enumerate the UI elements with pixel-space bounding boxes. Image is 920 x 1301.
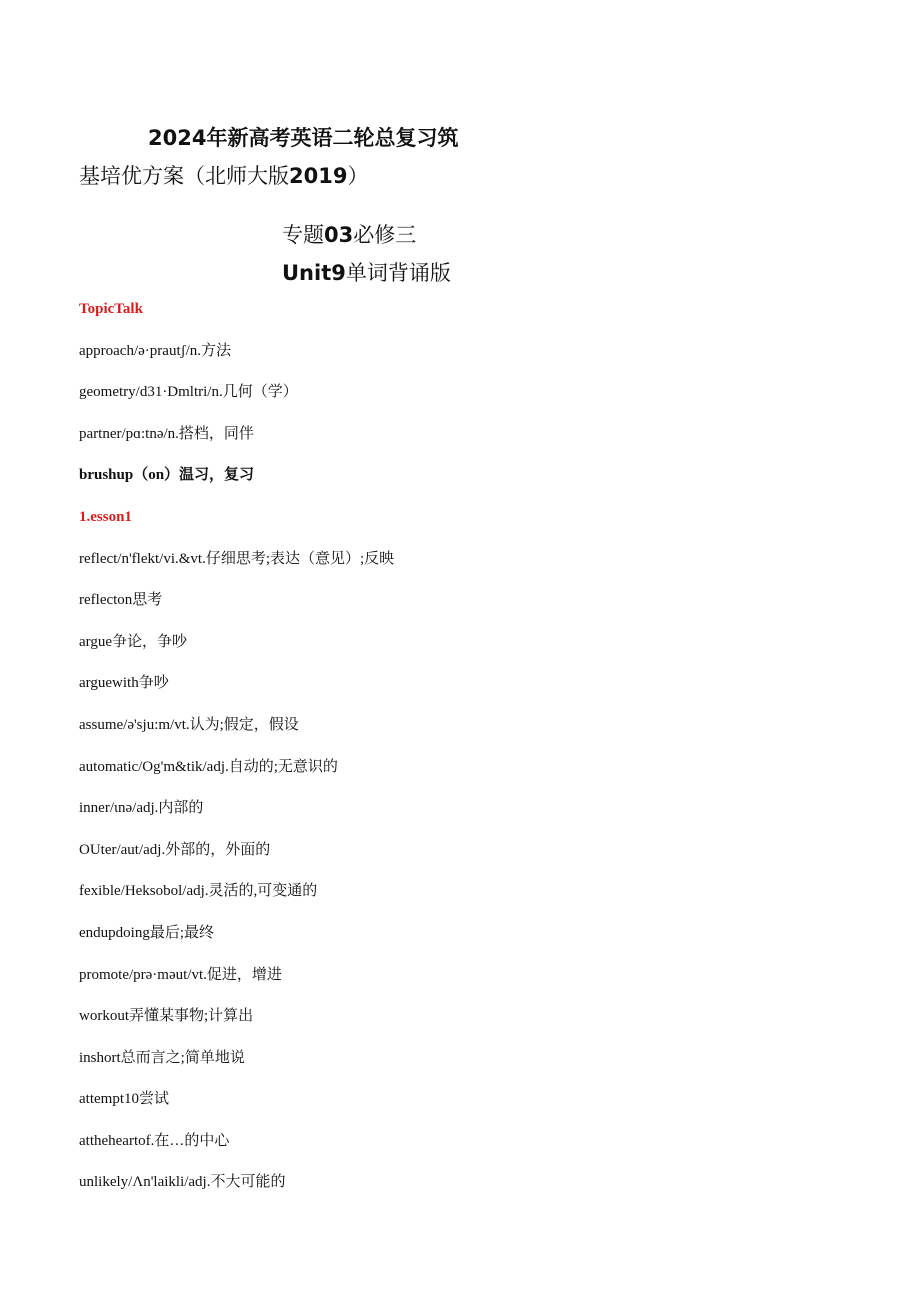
vocab-entry: promote/prə·məut/vt.促进，增进 <box>79 966 282 983</box>
document-title-line-1 <box>148 122 458 152</box>
section-heading: TopicTalk <box>79 301 143 317</box>
section-heading: 1.esson1 <box>79 508 132 525</box>
vocab-entry: approach/ə·prautʃ/n.方法 <box>79 342 232 359</box>
topic-heading <box>282 219 416 249</box>
document-title-line-2 <box>79 160 368 190</box>
topic-name: 必修三 <box>353 223 417 247</box>
unit-heading <box>282 257 451 287</box>
vocab-entry: partner/pɑ:tnə/n.搭档，同伴 <box>79 425 254 442</box>
vocab-entry: brushup（on）温习，复习 <box>79 467 255 484</box>
vocab-entry: endupdoing最后;最终 <box>79 924 214 941</box>
vocab-entry: attempt10尝试 <box>79 1091 169 1108</box>
vocabulary-list <box>79 300 879 1215</box>
topic-number: 03 <box>324 223 354 247</box>
vocab-entry: assume/ə'sju:m/vt.认为;假定，假设 <box>79 716 299 733</box>
vocab-entry: argue争论，争吵 <box>79 633 188 650</box>
unit-label: Unit9 <box>282 261 346 285</box>
vocab-entry: OUter/aut/adj.外部的，外面的 <box>79 841 271 858</box>
vocab-entry: reflect/n'flekt/vi.&vt.仔细思考;表达（意见）;反映 <box>79 550 395 567</box>
title-line-2-part-a: 基培优方案（北师大版 <box>79 164 289 188</box>
vocab-entry: fexible/Heksobol/adj.灵活的,可变通的 <box>79 883 318 900</box>
vocab-entry: unlikely/Λn'laikli/adj.不大可能的 <box>79 1174 286 1191</box>
vocab-entry: geometry/d31·Dmltri/n.几何（学） <box>79 384 298 401</box>
vocab-entry: reflecton思考 <box>79 592 163 609</box>
unit-name: 单词背诵版 <box>345 261 451 285</box>
vocab-entry: inner/ιnə/adj.内部的 <box>79 800 204 817</box>
vocab-entry: attheheartof.在…的中心 <box>79 1132 230 1149</box>
vocab-entry: automatic/Og'm&tik/adj.自动的;无意识的 <box>79 758 338 775</box>
title-line-2-part-c: ） <box>347 164 369 188</box>
vocab-entry: inshort总而言之;简单地说 <box>79 1049 245 1066</box>
title-line-1-text: 2024年新高考英语二轮总复习筑 <box>148 126 459 150</box>
vocab-entry: arguewith争吵 <box>79 675 169 692</box>
topic-label: 专题 <box>282 223 324 247</box>
title-line-2-year: 2019 <box>289 164 348 188</box>
vocab-entry: workout弄懂某事物;计算出 <box>79 1008 254 1025</box>
